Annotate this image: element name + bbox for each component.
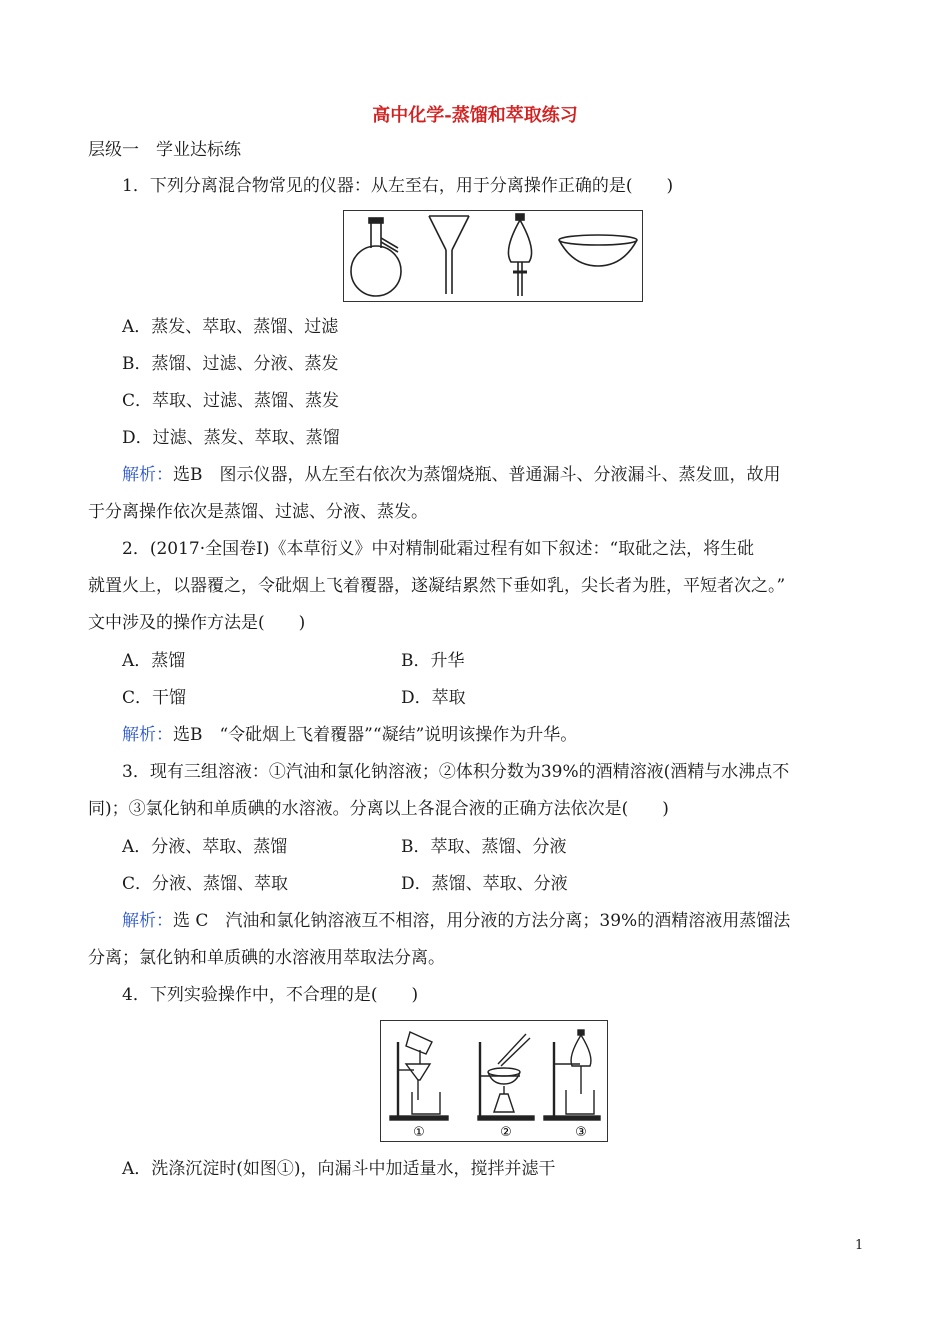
q1-option-d: D．过滤、蒸发、萃取、蒸馏	[122, 428, 340, 448]
q1-stem: 1．下列分离混合物常见的仪器：从左至右，用于分离操作正确的是( )	[122, 176, 674, 196]
q2-option-c: C．干馏	[122, 688, 187, 708]
separatory-funnel-icon	[508, 214, 531, 296]
q3-analysis-text: 选 C 汽油和氯化钠溶液互不相溶，用分液的方法分离；39%的酒精溶液用蒸馏法	[173, 911, 791, 931]
q1-apparatus-figure	[343, 210, 643, 302]
evaporating-dish-icon	[559, 235, 637, 266]
q2-analysis-text: 选B “令砒烟上飞着覆器”“凝结”说明该操作为升华。	[173, 725, 578, 745]
funnel-icon	[429, 216, 469, 294]
page-title: 高中化学-蒸馏和萃取练习	[372, 105, 578, 126]
q3-option-d: D．蒸馏、萃取、分液	[401, 874, 568, 894]
analysis-label: 解析：	[122, 911, 173, 931]
analysis-label: 解析：	[122, 465, 173, 485]
q4-option-a: A．洗涤沉淀时(如图①)，向漏斗中加适量水，搅拌并滤干	[122, 1159, 556, 1179]
separation-apparatus-icon	[544, 1030, 600, 1120]
q3-stem-line2: 同)；③氯化钠和单质碘的水溶液。分离以上各混合液的正确方法依次是( )	[88, 799, 669, 819]
q2-option-a: A．蒸馏	[122, 651, 186, 671]
q1-analysis-text: 选B 图示仪器，从左至右依次为蒸馏烧瓶、普通漏斗、分液漏斗、蒸发皿，故用	[173, 465, 781, 485]
q2-option-b: B．升华	[401, 651, 465, 671]
q3-analysis	[122, 909, 790, 933]
q2-option-d: D．萃取	[401, 688, 466, 708]
q2-stem-line3: 文中涉及的操作方法是( )	[88, 613, 306, 633]
q3-option-a: A．分液、萃取、蒸馏	[122, 837, 288, 857]
figure-label-3: ③	[575, 1125, 587, 1140]
q3-analysis-cont: 分离；氯化钠和单质碘的水溶液用萃取法分离。	[88, 948, 445, 968]
q2-stem-line1: 2．(2017·全国卷Ⅰ)《本草衍义》中对精制砒霜过程有如下叙述：“取砒之法，将生砒	[122, 539, 755, 559]
figure-label-1: ①	[413, 1125, 425, 1140]
distillation-flask-icon	[351, 218, 401, 296]
filtration-apparatus-icon	[390, 1032, 448, 1120]
page-number: 1	[855, 1238, 864, 1253]
section-heading: 层级一 学业达标练	[88, 140, 241, 160]
figure-label-2: ②	[500, 1125, 512, 1140]
q4-experiment-figure	[380, 1020, 608, 1142]
evaporation-apparatus-icon	[478, 1034, 534, 1120]
q1-option-c: C．萃取、过滤、蒸馏、蒸发	[122, 391, 340, 411]
q1-analysis-cont: 于分离操作依次是蒸馏、过滤、分液、蒸发。	[88, 502, 428, 522]
analysis-label: 解析：	[122, 725, 173, 745]
q3-option-c: C．分液、蒸馏、萃取	[122, 874, 289, 894]
q2-analysis	[122, 723, 577, 747]
q4-stem: 4．下列实验操作中，不合理的是( )	[122, 985, 419, 1005]
q1-analysis	[122, 463, 781, 487]
q1-option-a: A．蒸发、萃取、蒸馏、过滤	[122, 317, 339, 337]
q1-option-b: B．蒸馏、过滤、分液、蒸发	[122, 354, 339, 374]
q2-stem-line2: 就置火上，以器覆之，令砒烟上飞着覆器，遂凝结累然下垂如乳，尖长者为胜，平短者次之。”	[88, 576, 786, 596]
q3-option-b: B．萃取、蒸馏、分液	[401, 837, 567, 857]
q3-stem-line1: 3．现有三组溶液：①汽油和氯化钠溶液；②体积分数为39%的酒精溶液(酒精与水沸点不	[122, 762, 790, 782]
